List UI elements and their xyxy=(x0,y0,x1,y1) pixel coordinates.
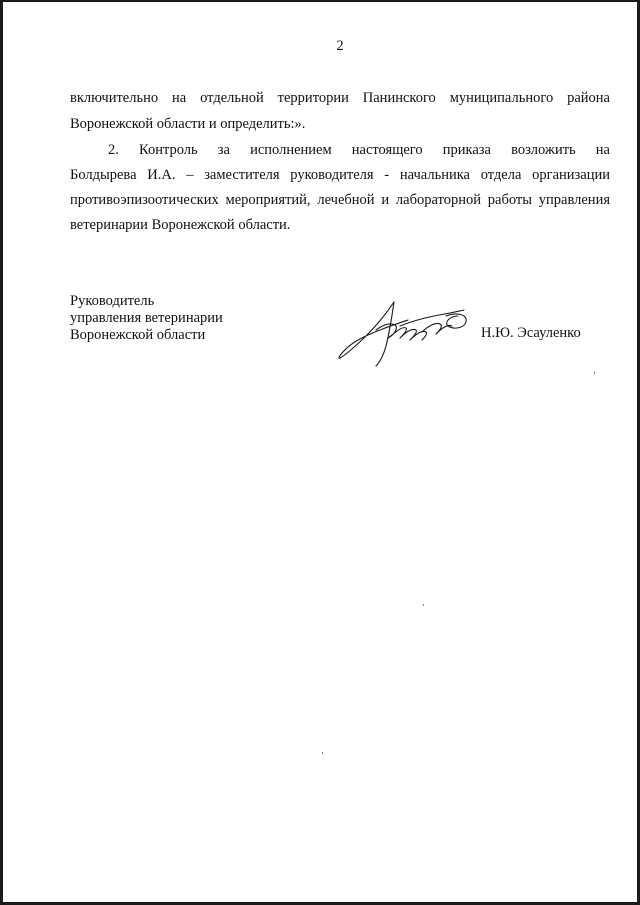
scan-speck xyxy=(423,604,424,606)
position-line-1: Руководитель xyxy=(70,293,155,309)
body-line-2: Воронежской области и определить:». xyxy=(70,116,306,132)
scan-border-top xyxy=(0,0,640,2)
scan-speck xyxy=(322,752,323,754)
item-2-line-1: 2. Контроль за исполнением настоящего приказа возложить на xyxy=(108,142,610,158)
signer-name: Н.Ю. Эсауленко xyxy=(481,325,581,341)
position-line-3: Воронежской области xyxy=(70,327,206,343)
item-2-line-3: противоэпизоотических мероприятий, лечебной и лабораторной работы управления xyxy=(70,192,610,208)
scan-speck xyxy=(594,372,595,374)
body-line-1: включительно на отдельной территории Панинского муниципального района xyxy=(70,90,610,106)
position-line-2: управления ветеринарии xyxy=(70,310,223,326)
signatory-position xyxy=(70,293,223,344)
item-2-line-4: ветеринарии Воронежской области. xyxy=(70,217,291,233)
item-2-line-2: Болдырева И.А. – заместителя руководителя - начальника отдела организации xyxy=(70,167,610,183)
page-number: 2 xyxy=(336,38,344,54)
scan-border-left xyxy=(0,0,3,905)
handwritten-signature xyxy=(336,296,471,368)
